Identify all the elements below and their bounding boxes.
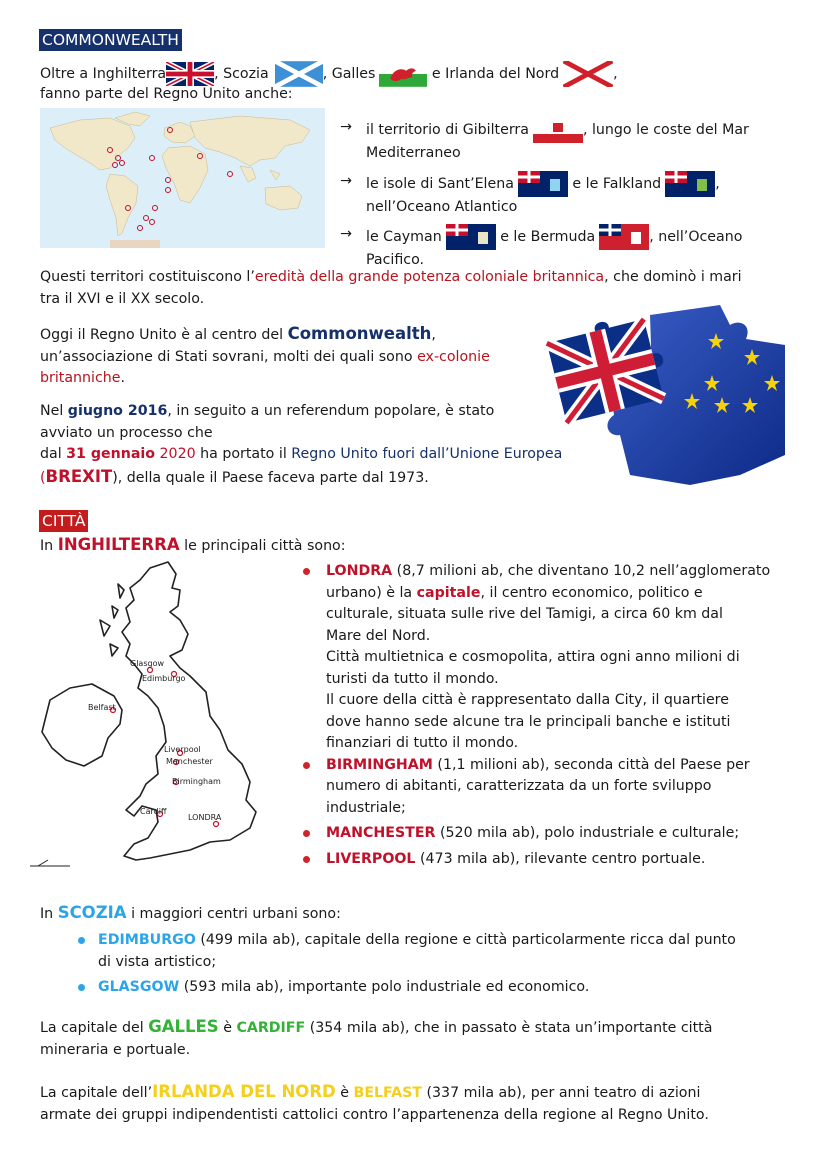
gibraltar-flag-icon [533, 117, 583, 143]
uk-map-image [30, 560, 278, 870]
map-label-manchester: Manchester [166, 757, 213, 766]
commonwealth-paragraph: Oggi il Regno Unito è al centro del Commonwealth, un’associazione di Stati sovrani, molti dei quali sono ex-colonie britanniche. [40, 324, 490, 386]
wales-flag-icon [379, 61, 427, 87]
saint-helena-flag-icon [518, 171, 568, 197]
list-item: → le Cayman e le Bermuda , nell’Oceano Pacifico. [340, 226, 743, 268]
wales-paragraph: La capitale del GALLES è CARDIFF (354 mila ab), che in passato è stata un’importante città mineraria e portuale. [40, 1017, 713, 1058]
map-label-edimburgo: Edimburgo [142, 674, 186, 683]
list-item: → le isole di Sant’Elena e le Falkland , nell’Oceano Atlantico [340, 172, 720, 215]
list-item: EDIMBURGO (499 mila ab), capitale della regione e città particolarmente ricca dal punto di vista artistico; [72, 930, 802, 973]
map-label-birmingham: Birmingham [172, 777, 221, 786]
list-item: GLASGOW (593 mila ab), importante polo industriale ed economico. [72, 977, 802, 999]
commonwealth-heading [39, 29, 182, 53]
arrow-icon: → [340, 119, 352, 135]
world-map-image [40, 108, 325, 248]
cayman-flag-icon [446, 224, 496, 250]
list-item: → il territorio di Gibilterra , lungo le coste del Mar Mediterraneo [340, 119, 749, 161]
england-cities-list [300, 561, 800, 870]
arrow-icon: → [340, 226, 352, 242]
puzzle-brexit-image [540, 305, 785, 485]
falklands-flag-icon [665, 171, 715, 197]
scotland-cities-list [72, 930, 802, 999]
section-title: CITTÀ [39, 510, 88, 532]
section-title: COMMONWEALTH [39, 29, 182, 51]
brexit-paragraph: Nel giugno 2016, in seguito a un referendum popolare, è stato avviato un processo che dal 31 gennaio 2020 ha portato il Regno Unito fuori dall’Unione Europea (BREXIT), della quale il Paese faceva parte dal 1973. [40, 403, 563, 486]
northern-ireland-paragraph: La capitale dell’IRLANDA DEL NORD è BELFAST (337 mila ab), per anni teatro di azioni armate dei gruppi indipendentisti cattolici contro l’appartenenza della regione al Regno Unito. [40, 1082, 709, 1123]
legacy-paragraph: Questi territori costituiscono l’eredità della grande potenza coloniale britannica, che dominò i mari tra il XVI e il XX secolo. [40, 269, 742, 307]
citta-heading [39, 510, 88, 534]
map-label-glasgow: Glasgow [130, 659, 165, 668]
intro-line: Oltre a Inghilterra , Scozia , Galles e Irlanda del Nord , [40, 61, 618, 87]
list-item: LIVERPOOL (473 mila ab), rilevante centro portuale. [300, 849, 800, 871]
map-label-cardiff: Cardiff [140, 807, 167, 816]
list-item: MANCHESTER (520 mila ab), polo industriale e culturale; [300, 823, 800, 845]
scotland-intro: In SCOZIA i maggiori centri urbani sono: [40, 903, 341, 922]
intro-line-2: fanno parte del Regno Unito anche: [40, 86, 293, 102]
map-label-londra: LONDRA [188, 813, 222, 822]
map-label-liverpool: Liverpool [164, 745, 201, 754]
territories-list [340, 117, 780, 278]
list-item: BIRMINGHAM (1,1 milioni ab), seconda città del Paese per numero di abitanti, caratterizzata da un forte sviluppo industriale; [300, 755, 800, 820]
england-intro: In INGHILTERRA le principali città sono: [40, 535, 346, 554]
uk-flag-icon [166, 62, 214, 86]
bermuda-flag-icon [599, 224, 649, 250]
northern-ireland-flag-icon [563, 61, 613, 87]
list-item: LONDRA (8,7 milioni ab, che diventano 10,2 nell’agglomerato urbano) è la capitale, il centro economico, politico e culturale, situata sulle rive del Tamigi, a circa 60 km dal Mare del Nord. Città multietnica e cosmopolita, attira ogni anno milioni di turisti da tutto il mondo. Il cuore della città è rappresentato dalla City, il quartiere dove hanno sede alcune tra le principali banche e istituti finanziari di tutto il mondo. [300, 561, 800, 755]
map-label-belfast: Belfast [88, 703, 116, 712]
arrow-icon: → [340, 172, 352, 189]
